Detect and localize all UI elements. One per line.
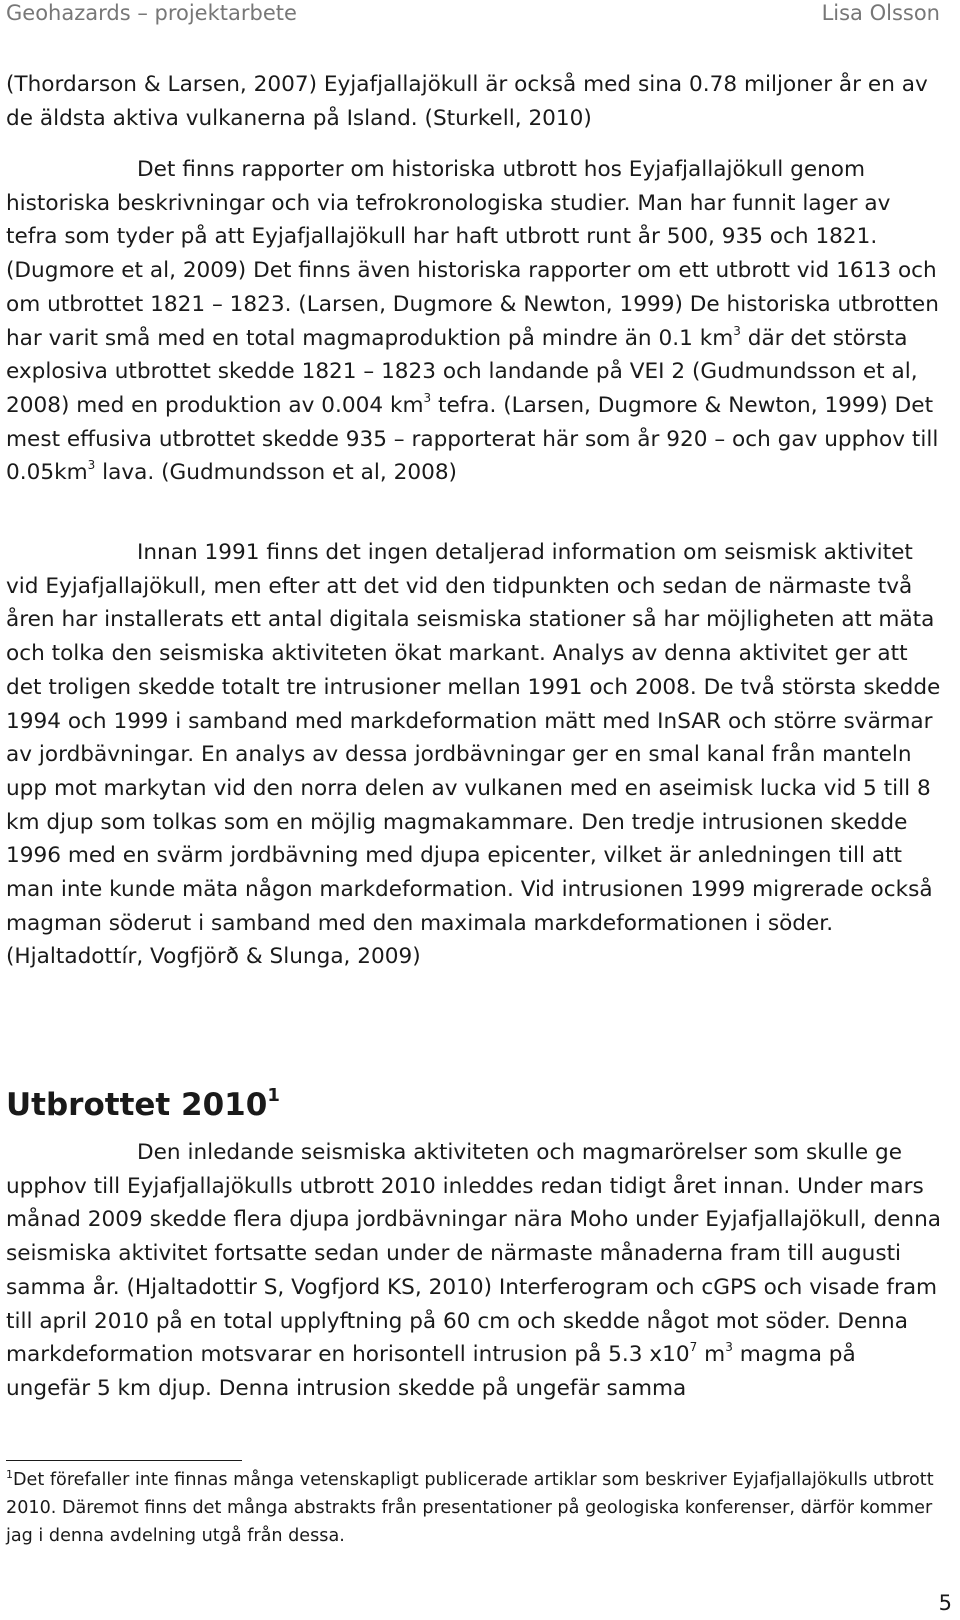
section-title: Utbrottet 2010 <box>6 1087 268 1123</box>
paragraph-volcano-age <box>6 68 946 135</box>
footnote-reference: 1 <box>267 1085 280 1106</box>
superscript: 3 <box>733 323 741 338</box>
paragraph-text: m <box>697 1342 726 1368</box>
header-author: Lisa Olsson <box>821 1 940 25</box>
paragraph-text: Det finns rapporter om historiska utbrott hos Eyjafjallajökull genom historiska beskrivningar och via tefrokronologiska studier. Man har funnit lager av tefra som tyder på att Eyjafjallajökull har haft utbrott runt år 500, 935 och 1821. (Dugmore et al, 2009) Det finns även historiska rapporter om ett utbrott vid 1613 och om utbrottet 1821 – 1823. (Larsen, Dugmore & Newton, 1999) De historiska utbrotten har varit små med en total magmaproduktion på mindre än 0.1 km <box>6 157 939 351</box>
paragraph-text: där det största explosiva utbrottet skedde 1821 – 1823 och landande på VEI 2 (Gudmundsson et al, 2008) med en produktion av 0.004 km <box>6 325 918 418</box>
paragraph-text: magma på ungefär 5 km djup. Denna intrusion skedde på ungefär samma <box>6 1342 856 1401</box>
paragraph-text: (Thordarson & Larsen, 2007) Eyjafjallajökull är också med sina 0.78 miljoner år en av de äldsta aktiva vulkanerna på Island. (Sturkell, 2010) <box>6 72 928 131</box>
paragraph-text: Innan 1991 finns det ingen detaljerad information om seismisk aktivitet vid Eyjafjallajökull, men efter att det vid den tidpunkten och sedan de närmaste två åren har installerats ett antal digitala seismiska stationer så har möjligheten att mäta och tolka den seismiska aktiviteten ökat markant. Analys av denna aktivitet ger att det troligen skedde totalt tre intrusioner mellan 1991 och 2008. De två största skedde 1994 och 1999 i samband med markdeformation mätt med InSAR och större svärmar av jordbävningar. En analys av dessa jordbävningar ger en smal kanal från manteln upp mot markytan vid den norra delen av vulkanen med en aseimisk lucka vid 5 till 8 km djup som tolkas som en möjlig magmakammare. Den tredje intrusionen skedde 1996 med en svärm jordbävning med djupa epicenter, vilket är anledningen till att man inte kunde mäta någon markdeformation. Vid intrusionen 1999 migrerade också magman söderut i samband med den maximala markdeformationen i söder. (Hjaltadottír, Vogfjörð & Slunga, 2009) <box>6 540 941 970</box>
section-heading <box>6 1085 280 1125</box>
paragraph-historical-eruptions <box>6 153 946 490</box>
superscript: 7 <box>689 1340 698 1355</box>
page-header <box>6 0 940 26</box>
footnote-divider <box>6 1460 242 1461</box>
paragraph-seismic-activity <box>6 536 946 974</box>
superscript: 3 <box>423 390 432 405</box>
footnote-marker: 1 <box>6 1468 13 1481</box>
paragraph-text: Den inledande seismiska aktiviteten och magmarörelser som skulle ge upphov till Eyjafjallajökulls utbrott 2010 inleddes redan tidigt året innan. Under mars månad 2009 skedde flera djupa jordbävningar nära Moho under Eyjafjallajökull, denna seismiska aktivitet fortsatte sedan under de närmaste månaderna fram till augusti samma år. (Hjaltadottir S, Vogfjord KS, 2010) Interferogram och cGPS och visade fram till april 2010 på en total upplyftning på 60 cm och skedde något mot söder. Denna markdeformation motsvarar en horisontell intrusion på 5.3 x10 <box>6 1140 942 1368</box>
page-number: 5 <box>938 1591 952 1615</box>
paragraph-eruption-2010 <box>6 1136 946 1406</box>
header-course-title: Geohazards – projektarbete <box>6 1 297 25</box>
superscript: 3 <box>87 458 96 473</box>
superscript: 3 <box>725 1340 733 1355</box>
footnote <box>6 1466 951 1550</box>
paragraph-text: lava. (Gudmundsson et al, 2008) <box>95 460 457 486</box>
footnote-text: Det förefaller inte finnas många vetenskapligt publicerade artiklar som beskriver Eyjafjallajökulls utbrott 2010. Däremot finns det många abstrakts från presentationer på geologiska konferenser, därför kommer jag i denna avdelning utgå från dessa. <box>6 1470 934 1546</box>
paragraph-text: tefra. (Larsen, Dugmore & Newton, 1999) Det mest effusiva utbrottet skedde 935 – rapporterat här som år 920 – och gav upphov till 0.05km <box>6 392 939 486</box>
